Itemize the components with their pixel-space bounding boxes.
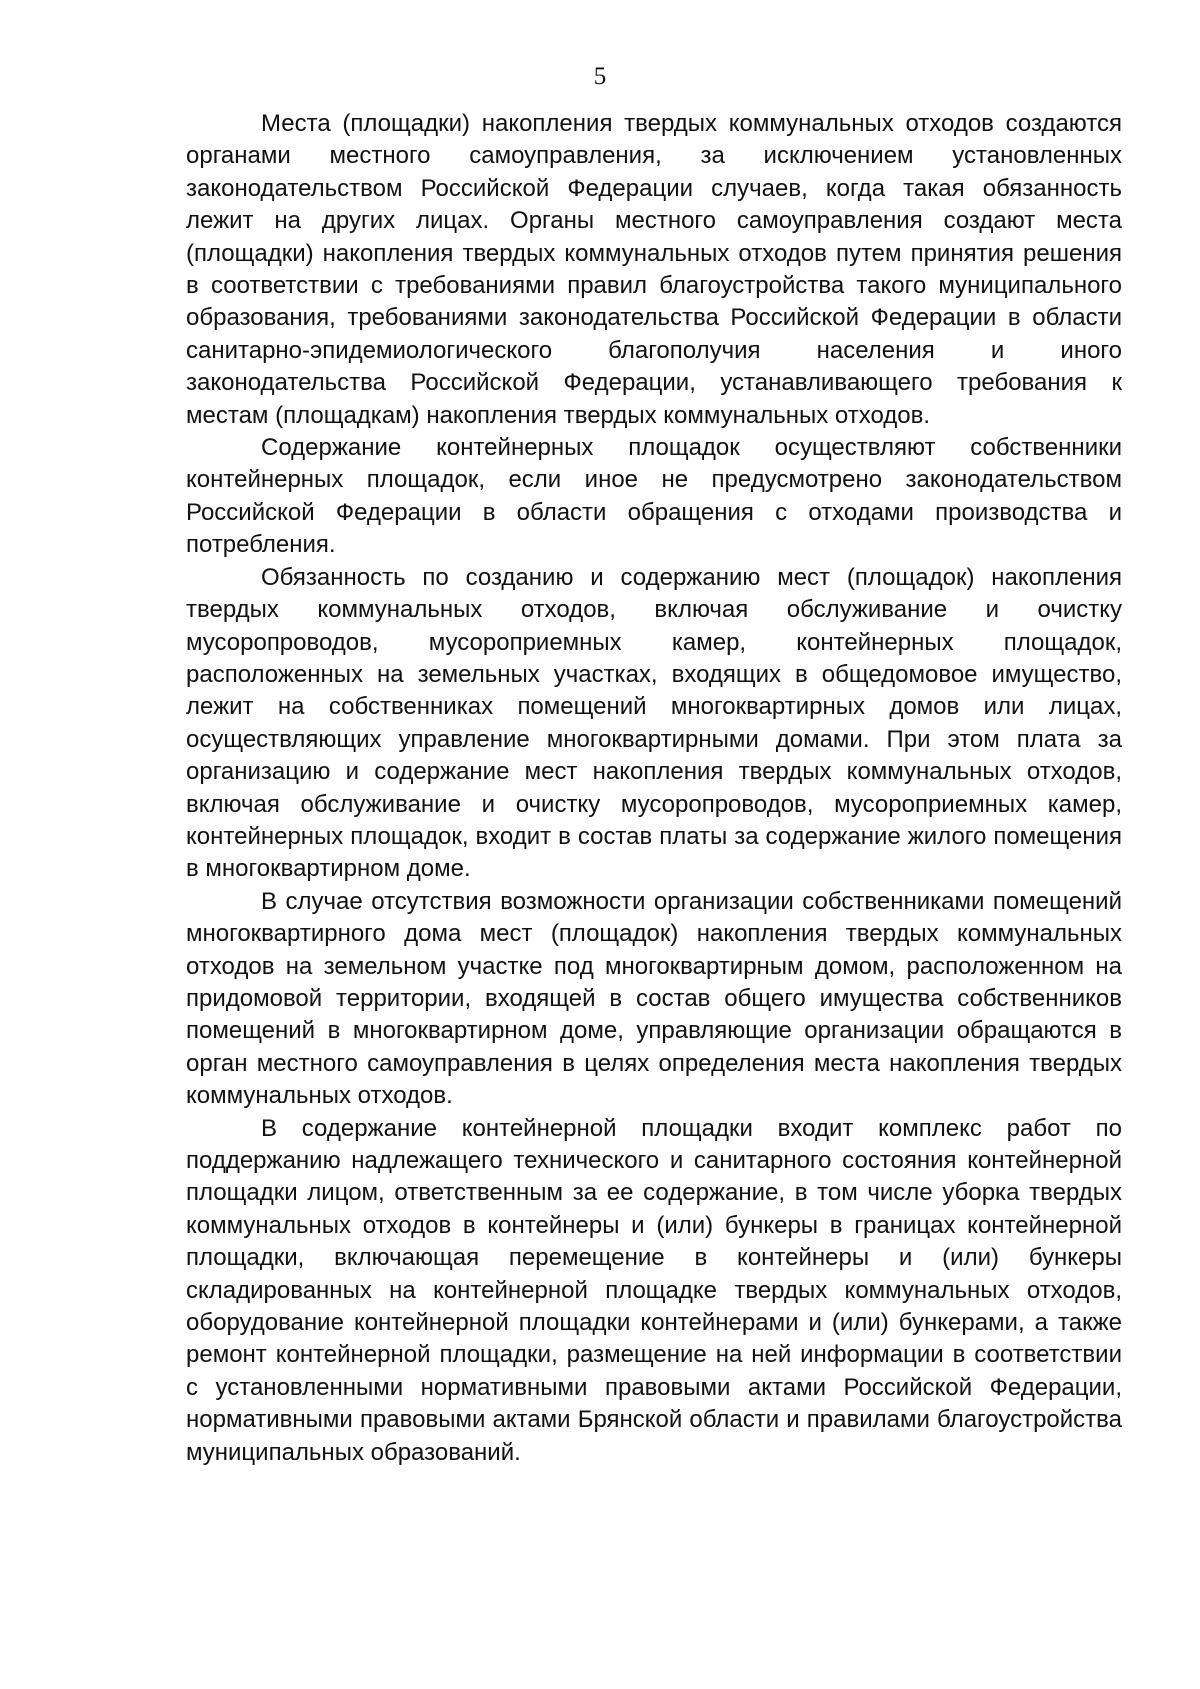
paragraph-maintenance-scope: В содержание контейнерной площадки входит комплекс работ по поддержанию надлежащего технического и санитарного состояния контейнерной площадки лицом, ответственным за ее содержание, в том числе уборка твердых коммунальных отходов в контейнеры и (или) бункеры в границах контейнерной площадки, включающая перемещение в контейнеры и (или) бункеры складированных на контейнерной площадке твердых коммунальных отходов, оборудование контейнерной площадки контейнерами и (или) бункерами, а также ремонт контейнерной площадки, размещение на ней информации в соответствии с установленными нормативными правовыми актами Российской Федерации, нормативными правовыми актами Брянской области и правилами благоустройства муниципальных образований. — [186, 1114, 1122, 1466]
paragraph-management-organizations: В случае отсутствия возможности организации собственниками помещений многоквартирного дома мест (площадок) накопления твердых коммунальных отходов на земельном участке под многоквартирным домом, расположенном на придомовой территории, входящей в состав общего имущества собственников помещений в многоквартирном доме, управляющие организации обращаются в орган местного самоуправления в целях определения места накопления твердых коммунальных отходов. — [186, 887, 1122, 1110]
document-body — [186, 108, 1122, 1469]
page-number: 5 — [593, 63, 607, 90]
paragraph-waste-sites-creation: Места (площадки) накопления твердых коммунальных отходов создаются органами местного самоуправления, за исключением установленных законодательством Российской Федерации случаев, когда такая обязанность лежит на других лицах. Органы местного самоуправления создают места (площадки) накопления твердых коммунальных отходов путем принятия решения в соответствии с требованиями правил благоустройства такого муниципального образования, требованиями законодательства Российской Федерации в области санитарно-эпидемиологического благополучия населения и иного законодательства Российской Федерации, устанавливающего требования к местам (площадкам) накопления твердых коммунальных отходов. — [186, 110, 1122, 429]
paragraph-container-sites-maintenance: Содержание контейнерных площадок осуществляют собственники контейнерных площадок, если иное не предусмотрено законодательством Российской Федерации в области обращения с отходами производства и потребления. — [186, 434, 1122, 559]
paragraph-owners-obligation: Обязанность по созданию и содержанию мест (площадок) накопления твердых коммунальных отходов, включая обслуживание и очистку мусоропроводов, мусороприемных камер, контейнерных площадок, расположенных на земельных участках, входящих в общедомовое имущество, лежит на собственниках помещений многоквартирных домов или лицах, осуществляющих управление многоквартирными домами. При этом плата за организацию и содержание мест накопления твердых коммунальных отходов, включая обслуживание и очистку мусоропроводов, мусороприемных камер, контейнерных площадок, входит в состав платы за содержание жилого помещения в многоквартирном доме. — [186, 563, 1122, 883]
